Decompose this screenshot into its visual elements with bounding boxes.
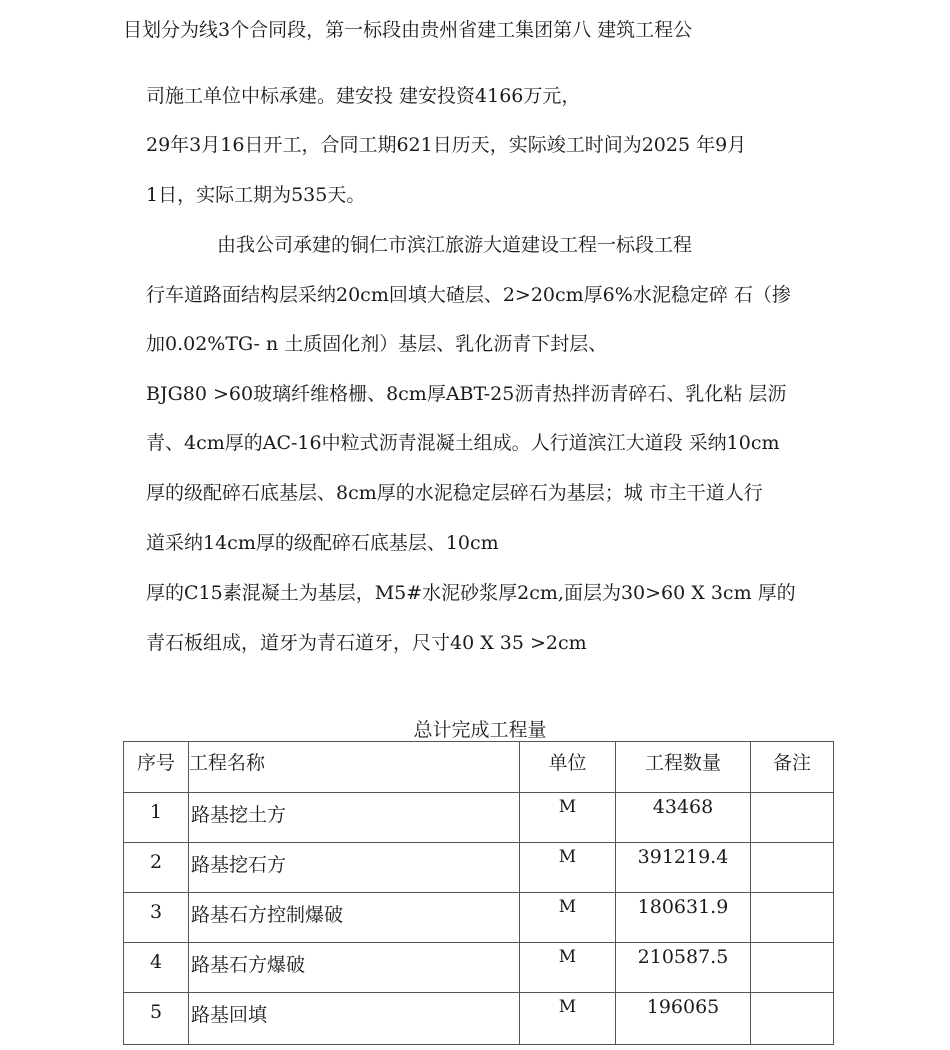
header-unit: 单位 — [520, 742, 616, 793]
cell-name: 路基石方控制爆破 — [189, 893, 520, 943]
cell-unit: M — [520, 893, 616, 943]
paragraph-line: BJG80 >60玻璃纤维格栅、8cm厚ABT-25沥青热拌沥青碎石、乳化粘 层沥 — [146, 383, 787, 405]
table-row — [124, 993, 834, 1045]
cell-note — [751, 843, 834, 893]
cell-quantity: 180631.9 — [616, 893, 751, 943]
paragraph-line: 29年3月16日开工，合同工期621日历天，实际竣工时间为2025 年9月 — [146, 134, 747, 156]
paragraph-line: 青石板组成，道牙为青石道牙，尺寸40 X 35 >2cm — [146, 632, 587, 654]
cell-unit: M — [520, 993, 616, 1045]
cell-note — [751, 793, 834, 843]
paragraph-line: 司施工单位中标承建。建安投 建安投资4166万元， — [146, 85, 581, 107]
paragraph-line: 厚的级配碎石底基层、8cm厚的水泥稳定层碎石为基层；城 市主干道人行 — [146, 482, 763, 504]
table-row — [124, 943, 834, 993]
cell-no: 4 — [124, 943, 189, 993]
cell-name: 路基挖土方 — [189, 793, 520, 843]
cell-unit: M — [520, 843, 616, 893]
cell-no: 2 — [124, 843, 189, 893]
cell-name: 路基回填 — [189, 993, 520, 1045]
cell-unit: M — [520, 943, 616, 993]
paragraph-line: 道采纳14cm厚的级配碎石底基层、10cm — [146, 532, 499, 554]
table-title: 总计完成工程量 — [413, 719, 547, 741]
cell-name: 路基挖石方 — [189, 843, 520, 893]
cell-note — [751, 993, 834, 1045]
table-row — [124, 843, 834, 893]
quantity-table — [123, 741, 834, 1045]
cell-no: 3 — [124, 893, 189, 943]
paragraph-line: 厚的C15素混凝土为基层，M5#水泥砂浆厚2cm,面层为30>60 X 3cm 厚的 — [146, 582, 796, 604]
header-note: 备注 — [751, 742, 834, 793]
table-row — [124, 793, 834, 843]
cell-quantity: 391219.4 — [616, 843, 751, 893]
paragraph-line: 行车道路面结构层采纳20cm回填大碴层、2>20cm厚6%水泥稳定碎 石（掺 — [146, 284, 791, 306]
paragraph-line: 加0.02%TG- n 土质固化剂）基层、乳化沥青下封层、 — [146, 333, 608, 355]
paragraph-line: 青、4cm厚的AC-16中粒式沥青混凝土组成。人行道滨江大道段 采纳10cm — [146, 432, 780, 454]
cell-note — [751, 893, 834, 943]
paragraph-line: 目划分为线3个合同段，第一标段由贵州省建工集团第八 建筑工程公 — [123, 19, 693, 41]
cell-unit: M — [520, 793, 616, 843]
cell-no: 5 — [124, 993, 189, 1045]
table-header-row — [124, 742, 834, 793]
cell-quantity: 210587.5 — [616, 943, 751, 993]
cell-quantity: 43468 — [616, 793, 751, 843]
header-no: 序号 — [124, 742, 189, 793]
cell-name: 路基石方爆破 — [189, 943, 520, 993]
table-row — [124, 893, 834, 943]
cell-note — [751, 943, 834, 993]
header-name: 工程名称 — [189, 742, 520, 793]
cell-quantity: 196065 — [616, 993, 751, 1045]
paragraph-line: 由我公司承建的铜仁市滨江旅游大道建设工程一标段工程 — [217, 234, 693, 256]
cell-no: 1 — [124, 793, 189, 843]
paragraph-line: 1日，实际工期为535天。 — [146, 184, 366, 206]
header-quantity: 工程数量 — [616, 742, 751, 793]
